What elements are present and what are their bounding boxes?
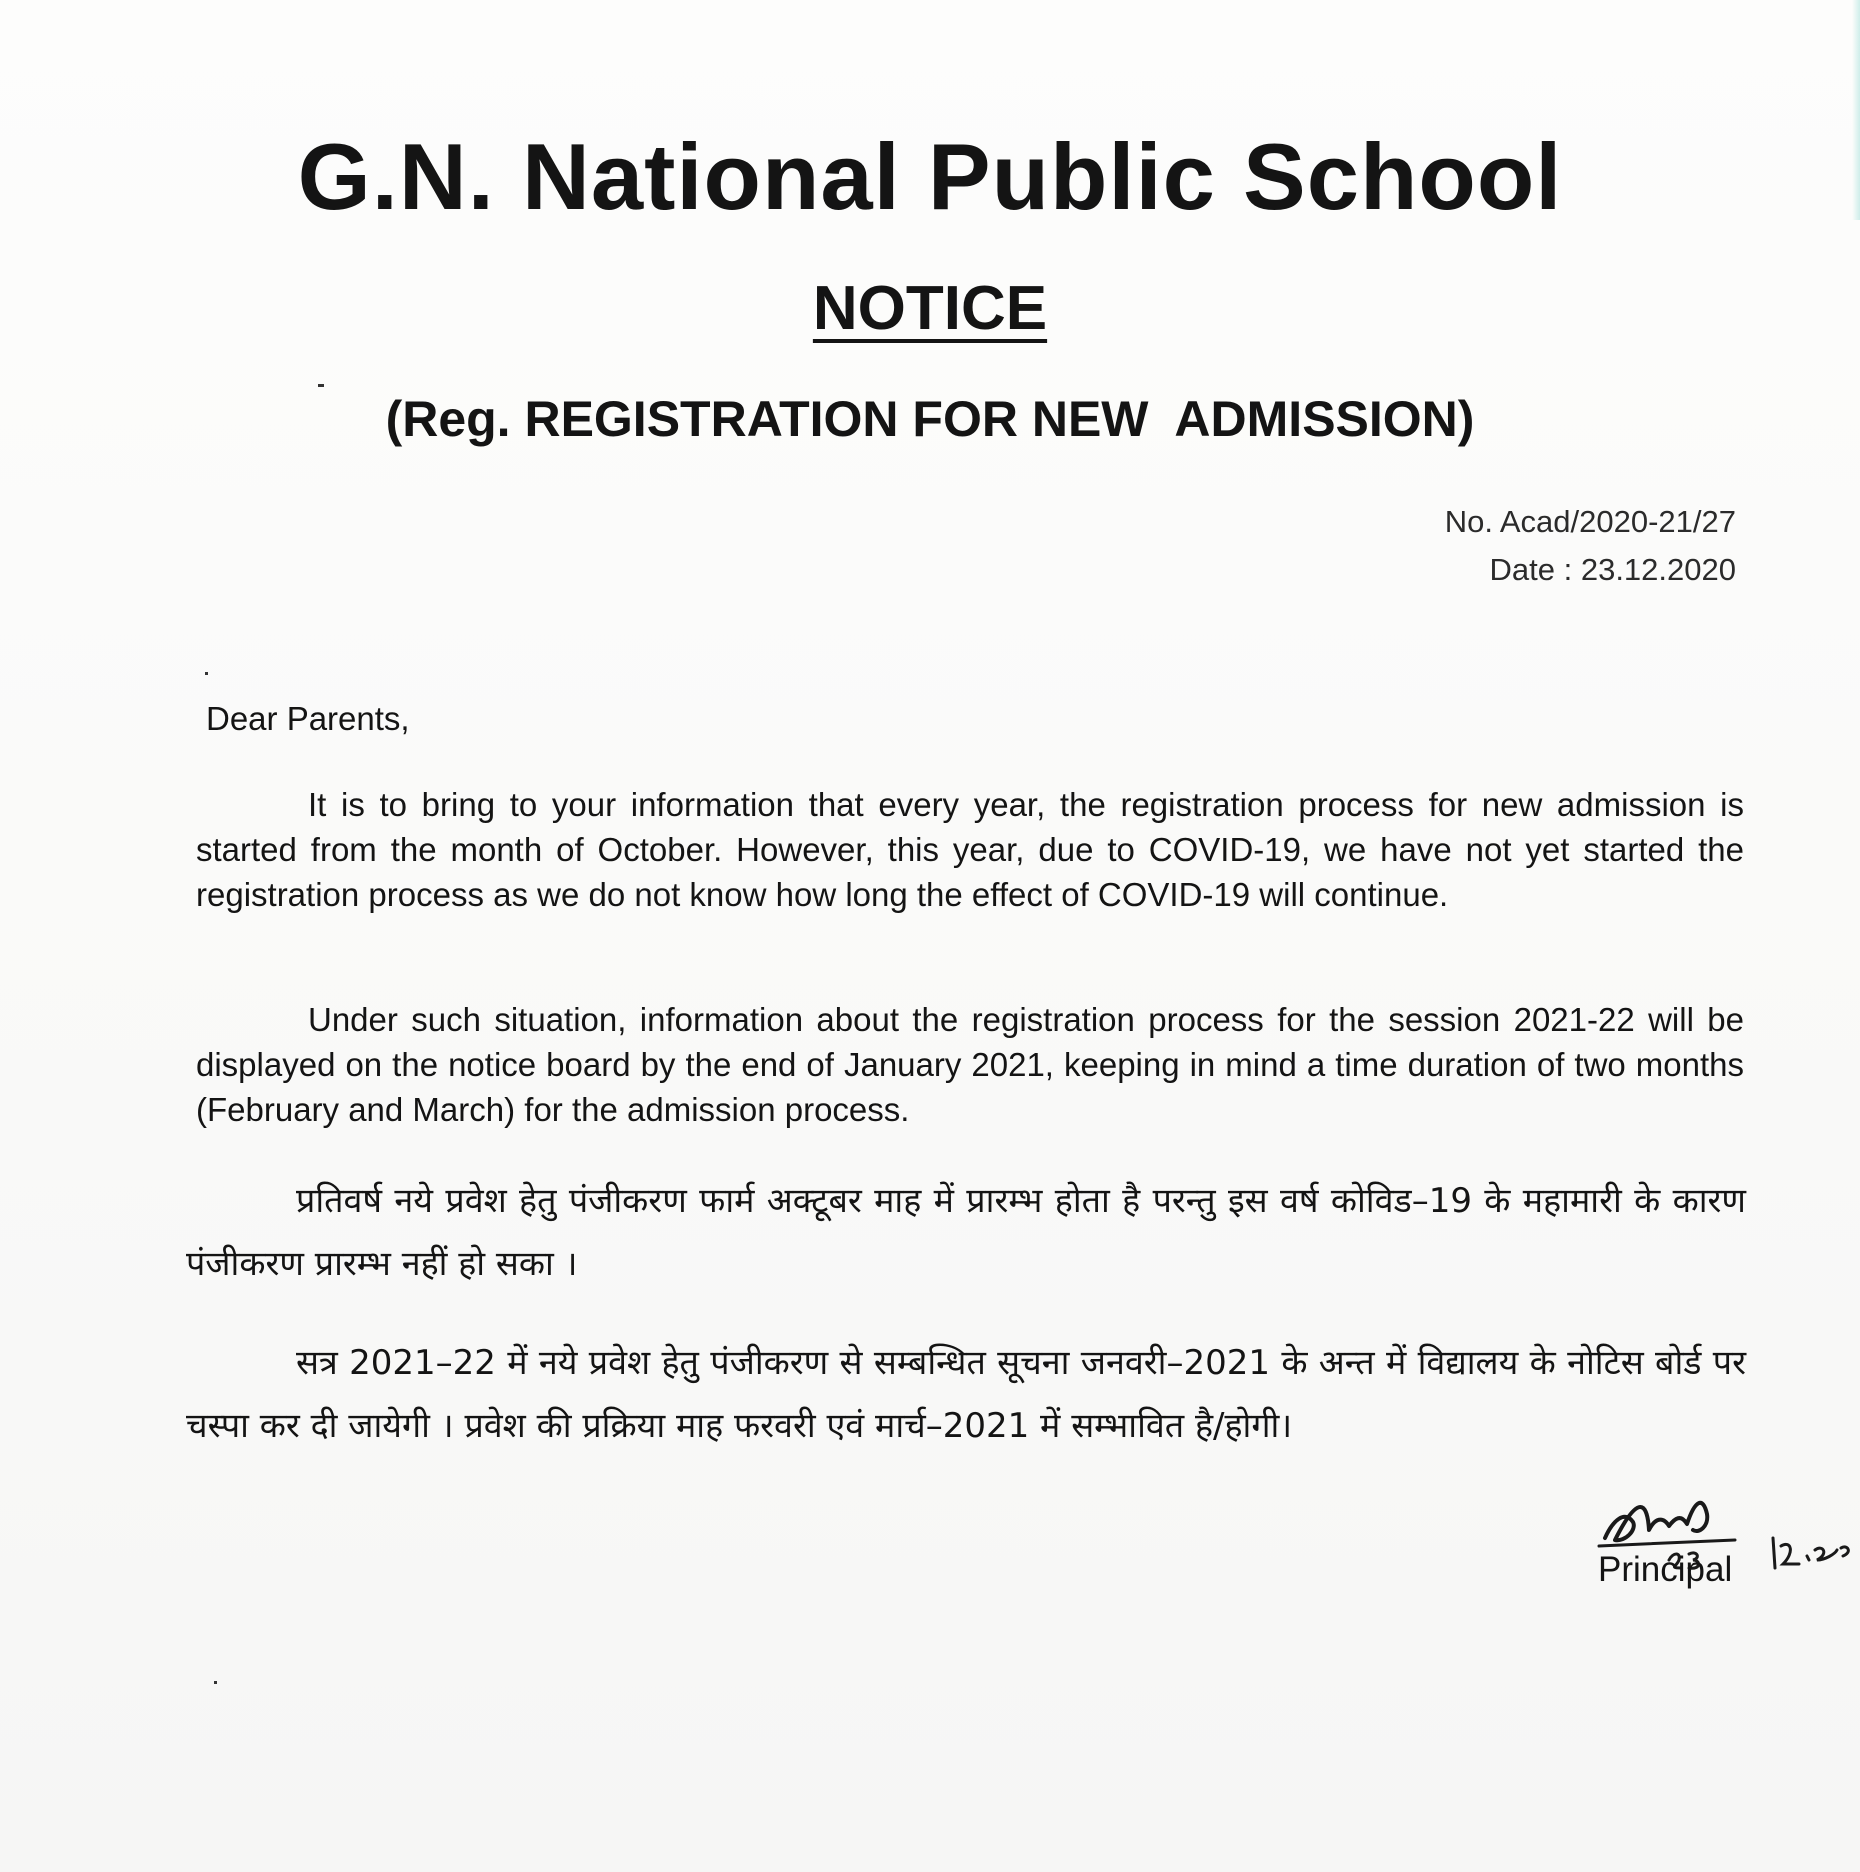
principal-label: Principal <box>1598 1550 1733 1589</box>
paper-speck <box>205 672 208 675</box>
reference-block <box>1445 498 1736 594</box>
paper-speck <box>318 384 324 387</box>
paragraph-hindi-2: सत्र 2021–22 में नये प्रवेश हेतु पंजीकरण से सम्बन्धित सूचना जनवरी–2021 के अन्त में विद्यालय के नोटिस बोर्ड पर चस्पा कर दी जायेगी । प्रवेश की प्रक्रिया माह फरवरी एवं मार्च–2021 में सम्भावित है/होगी। <box>186 1343 1746 1446</box>
notice-subject: (Reg. REGISTRATION FOR NEW ADMISSION) <box>385 391 1475 447</box>
salutation: Dear Parents, <box>206 700 410 737</box>
school-name: G.N. National Public School <box>297 124 1563 229</box>
notice-date: Date : 23.12.2020 <box>1489 552 1736 587</box>
reference-number: No. Acad/2020-21/27 <box>1444 504 1736 539</box>
notice-title: NOTICE <box>812 274 1048 343</box>
paragraph-english-2: Under such situation, information about the registration process for the session 2021-22 will be displayed on the notice board by the end of January 2021, keeping in mind a time duration of two months (February and March) for the admission process. <box>196 1001 1744 1128</box>
paper-speck <box>214 1681 217 1684</box>
paragraph-hindi-1: प्रतिवर्ष नये प्रवेश हेतु पंजीकरण फार्म अक्टूबर माह में प्रारम्भ होता है परन्तु इस वर्ष कोविड–19 के महामारी के कारण पंजीकरण प्रारम्भ नहीं हो सका । <box>186 1181 1746 1284</box>
paragraph-english-1: It is to bring to your information that every year, the registration process for new admission is started from the month of October. However, this year, due to COVID-19, we have not yet started the registration process as we do not know how long the effect of COVID-19 will continue. <box>196 786 1744 913</box>
